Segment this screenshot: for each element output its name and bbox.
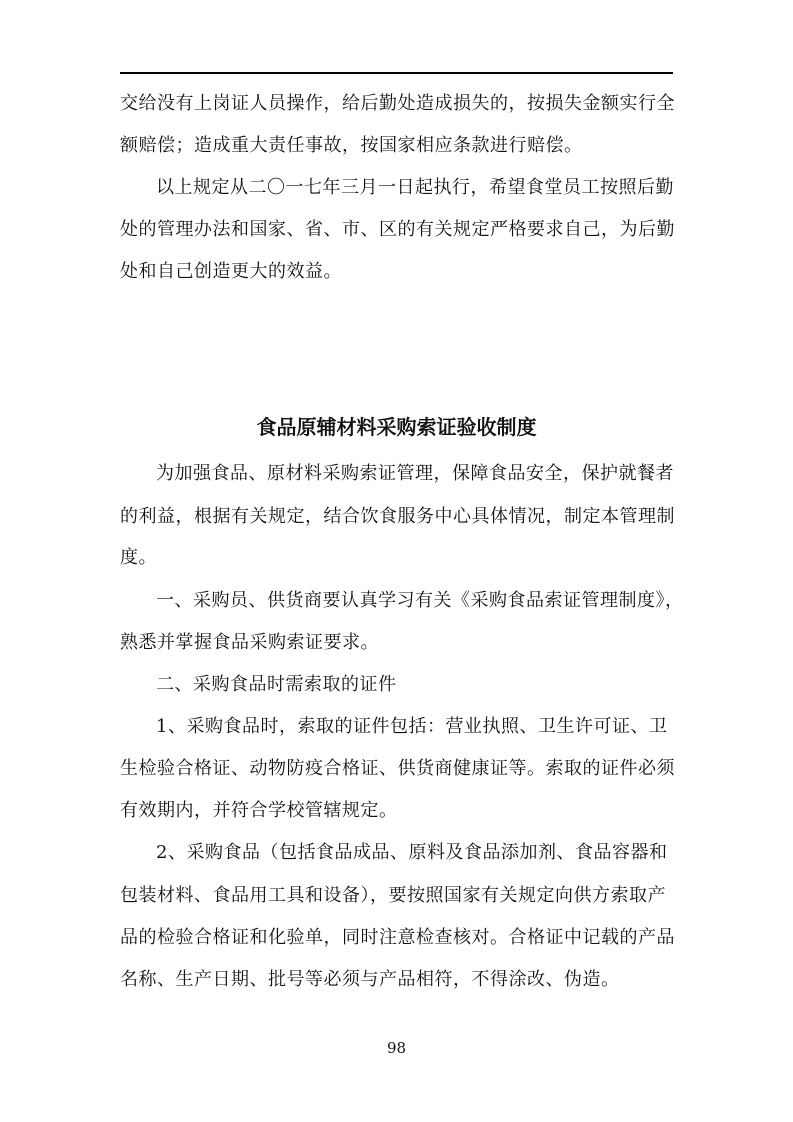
item-heading: 二、采购食品时需索取的证件 [156,674,397,695]
section-title: 食品原辅材料采购索证验收制度 [256,415,537,439]
page-number: 98 [386,1039,407,1057]
paragraph-line: 为加强食品、原材料采购索证管理，保障食品安全，保护就餐者 [156,463,674,484]
header-rule [120,72,673,74]
paragraph-line: 品的检验合格证和化验单，同时注意检查核对。合格证中记载的产品 [120,927,675,948]
paragraph-line: 包装材料、食品用工具和设备），要按照国家有关规定向供方索取产 [120,885,666,906]
paragraph-line: 一、采购员、供货商要认真学习有关《采购食品索证管理制度》， [156,590,684,611]
paragraph-line: 生检验合格证、动物防疫合格证、供货商健康证等。索取的证件必须 [120,758,675,779]
paragraph-line: 熟悉并掌握食品采购索证要求。 [120,632,379,653]
paragraph-line: 以上规定从二〇一七年三月一日起执行，希望食堂员工按照后勤 [156,177,674,198]
paragraph-line: 额赔偿；造成重大责任事故，按国家相应条款进行赔偿。 [120,135,583,156]
paragraph-line: 名称、生产日期、批号等必须与产品相符，不得涂改、伪造。 [120,969,620,990]
paragraph-line: 度。 [120,547,157,568]
paragraph-line: 的利益，根据有关规定，结合饮食服务中心具体情况，制定本管理制 [120,506,675,527]
paragraph-line: 1、采购食品时，索取的证件包括：营业执照、卫生许可证、卫 [156,716,668,737]
paragraph-line: 有效期内，并符合学校管辖规定。 [120,800,398,821]
paragraph-line: 2、采购食品（包括食品成品、原料及食品添加剂、食品容器和 [156,842,668,863]
paragraph-line: 处和自己创造更大的效益。 [120,261,342,282]
paragraph-line: 交给没有上岗证人员操作，给后勤处造成损失的，按损失金额实行全 [120,93,675,114]
paragraph-line: 处的管理办法和国家、省、市、区的有关规定严格要求自己，为后勤 [120,219,675,240]
